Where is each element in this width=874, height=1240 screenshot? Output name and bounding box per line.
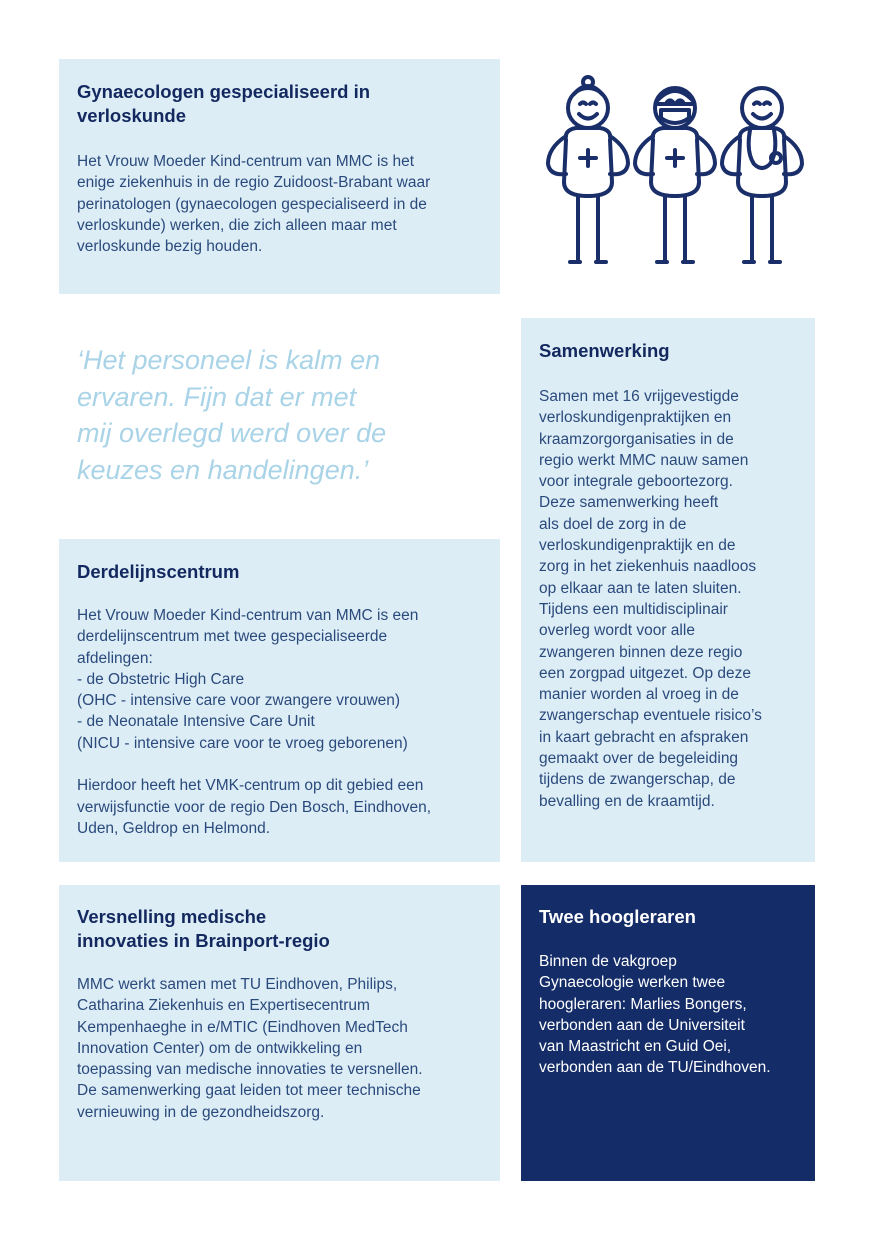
section-body: Het Vrouw Moeder Kind-centrum van MMC is het enige ziekenhuis in de regio Zuidoost-Brabant waar perinatologen (gynaecologen gespecialiseerd in de verloskunde) werken, die zich alleen maar met verloskunde bezig houden. bbox=[77, 153, 431, 256]
section-body: Samen met 16 vrijgevestigde verloskundigenpraktijken en kraamzorgorganisaties in de regio werkt MMC nauw samen voor integrale geboortezorg. Deze samenwerking heeft als doel de zorg in de verloskundigenpraktijk en de zorg in het ziekenhuis naadloos op elkaar aan te laten sluiten. Tijdens een multidisciplinair overleg wordt voor alle zwangeren binnen deze regio een zorgpad uitgezet. Op deze manier worden al vroeg in de zwangerschap eventuele risico’s in kaart gebracht en afspraken gemaakt over de begeleiding tijdens de zwangerschap, de bevalling en de kraamtijd. bbox=[539, 388, 762, 810]
section-body: MMC werkt samen met TU Eindhoven, Philips, Catharina Ziekenhuis en Expertisecentrum Kempenhaeghe in e/MTIC (Eindhoven MedTech Innovation Center) om de ontwikkeling en toepassing van medische innovaties te versnellen. De samenwerking gaat leiden tot meer technische vernieuwing in de gezondheidszorg. bbox=[77, 976, 423, 1121]
section-title: Versnelling medische innovaties in Brainport-regio bbox=[77, 906, 330, 951]
section-body: Het Vrouw Moeder Kind-centrum van MMC is een derdelijnscentrum met twee gespecialiseerde afdelingen: - de Obstetric High Care (OHC - intensive care voor zwangere vrouwen) - de Neonatale Intensive Care Unit (NICU - intensive care voor te vroeg geborenen) Hierdoor heeft het VMK-centrum op dit gebied een verwijsfunctie voor de regio Den Bosch, Eindhoven, Uden, Geldrop en Helmond. bbox=[77, 607, 432, 837]
doctor-with-stethoscope-icon bbox=[722, 88, 802, 262]
section-hoogleraren bbox=[521, 885, 815, 1181]
section-samenwerking bbox=[521, 318, 815, 862]
section-title: Twee hoogleraren bbox=[539, 906, 696, 927]
section-title: Samenwerking bbox=[539, 340, 670, 361]
section-title: Derdelijnscentrum bbox=[77, 561, 240, 582]
section-gynaecologen bbox=[59, 59, 500, 294]
section-body: Binnen de vakgroep Gynaecologie werken twee hoogleraren: Marlies Bongers, verbonden aan de Universiteit van Maastricht en Guid Oei, verbonden aan de TU/Eindhoven. bbox=[539, 953, 771, 1077]
patient-quote: ‘Het personeel is kalm en ervaren. Fijn dat er met mij overlegd werd over de keuzes en handelingen.’ bbox=[77, 345, 387, 485]
doctor-with-head-mirror-icon bbox=[548, 77, 628, 262]
section-versnelling bbox=[59, 885, 500, 1181]
surgeon-with-mask-icon bbox=[635, 88, 715, 262]
section-title: Gynaecologen gespecialiseerd in verloskunde bbox=[77, 81, 371, 126]
medical-staff-illustration bbox=[540, 72, 810, 272]
section-derdelijnscentrum bbox=[59, 539, 500, 862]
